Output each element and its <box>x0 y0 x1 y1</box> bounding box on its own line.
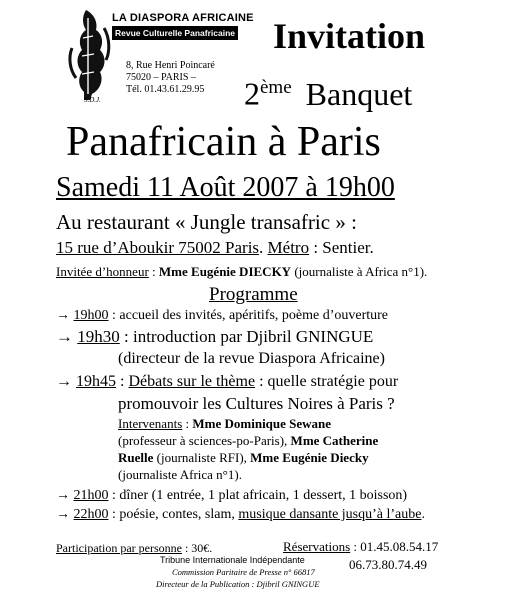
item-end: . <box>421 507 425 522</box>
arrow-icon: → <box>56 507 70 522</box>
speaker-1-role: (professeur à sciences-po-Paris), <box>118 433 291 448</box>
org-address-line-1: 8, Rue Henri Poincaré <box>126 60 215 71</box>
speakers-sep: : <box>182 416 193 431</box>
item-time: 19h00 <box>73 308 109 323</box>
participation-line <box>56 541 212 556</box>
speakers-label: Intervenants <box>118 416 183 431</box>
item-time: 22h00 <box>73 507 109 522</box>
item-time: 21h00 <box>73 488 109 503</box>
banquet-ordinal: 2 <box>244 75 260 112</box>
item-text: : quelle stratégie pour <box>255 373 399 390</box>
programme-item-1945-cont: promouvoir les Cultures Noires à Paris ? <box>118 394 395 413</box>
org-subtitle: Revue Culturelle Panafricaine <box>112 26 238 40</box>
guest-note: (journaliste à Africa n°1). <box>291 264 428 279</box>
item-text: : dîner (1 entrée, 1 plat africain, 1 dessert, 1 boisson) <box>108 488 408 503</box>
venue-address-line <box>56 238 374 258</box>
tribune-line: Tribune Internationale Indépendante <box>160 555 305 565</box>
speaker-1-name: Mme Dominique Sewane <box>192 416 332 431</box>
event-date: Samedi 11 Août 2007 à 19h00 <box>56 172 395 203</box>
item-time: 19h45 <box>76 373 116 390</box>
banquet-ordinal-suffix: ème <box>260 77 292 98</box>
reservations-label: Réservations <box>283 539 351 554</box>
speaker-2-role: (journaliste RFI), <box>153 450 251 465</box>
arrow-icon: → <box>56 488 70 503</box>
guest-sep: : <box>148 264 159 279</box>
speakers-line-1 <box>118 416 331 432</box>
metro-value: : Sentier. <box>309 238 374 257</box>
reservations-line <box>283 539 438 555</box>
item-text: : poésie, contes, slam, <box>108 507 239 522</box>
reservations-phone-1: : 01.45.08.54.17 <box>350 539 439 554</box>
item-time: 19h30 <box>77 327 120 346</box>
diaspora-logo <box>64 8 112 102</box>
speakers-line-3 <box>118 450 369 466</box>
item-topic: Débats sur le thème <box>128 373 256 390</box>
venue-sep: . <box>259 238 268 257</box>
director-line: Directeur de la Publication : Djibril GNINGUE <box>156 579 320 589</box>
org-address-line-2: 75020 – PARIS – <box>126 72 196 83</box>
guest-label: Invitée d’honneur <box>56 264 149 279</box>
metro-label: Métro <box>267 238 310 257</box>
speaker-3-role: (journaliste Africa n°1). <box>118 467 242 482</box>
programme-item-1930 <box>56 327 373 347</box>
speaker-3-name: Mme Eugénie Diecky <box>250 450 369 465</box>
item-underlined: musique dansante jusqu’à l’aube <box>238 507 422 522</box>
commission-line: Commission Paritaire de Presse n° 66817 <box>172 567 315 577</box>
speakers-line-2 <box>118 433 378 449</box>
item-text: : introduction par Djibril GNINGUE <box>119 327 374 346</box>
panafricain-title: Panafricain à Paris <box>66 119 381 165</box>
participation-label: Participation par personne <box>56 541 182 555</box>
reservations-phone-2: 06.73.80.74.49 <box>349 557 427 572</box>
guest-name: Mme Eugénie DIECKY <box>158 264 292 279</box>
org-name: LA DIASPORA AFRICAINE <box>112 12 254 24</box>
banquet-word: Banquet <box>305 75 413 112</box>
speaker-2-name-cont: Ruelle <box>118 450 154 465</box>
item-sep: : <box>116 373 129 390</box>
programme-item-2200 <box>56 506 425 523</box>
programme-item-1900 <box>56 307 388 324</box>
logo-initials: S.D.J. <box>84 96 101 104</box>
banquet-title <box>244 70 412 112</box>
participation-value: : 30€. <box>181 541 213 555</box>
org-address-line-3: Tél. 01.43.61.29.95 <box>126 84 205 95</box>
programme-item-1930-cont: (directeur de la revue Diaspora Africaine) <box>118 350 385 367</box>
speaker-2-name: Mme Catherine <box>290 433 379 448</box>
speakers-line-4 <box>118 467 242 483</box>
programme-heading: Programme <box>209 284 298 305</box>
arrow-icon: → <box>56 308 70 323</box>
item-text: : accueil des invités, apéritifs, poème d’ouverture <box>108 308 389 323</box>
venue-address: 15 rue d’Aboukir 75002 Paris <box>56 238 260 257</box>
guest-line <box>56 264 427 280</box>
invitation-title: Invitation <box>273 16 426 56</box>
programme-item-1945 <box>56 372 398 392</box>
arrow-icon: → <box>56 373 72 390</box>
venue-restaurant: Au restaurant « Jungle transafric » : <box>56 210 357 234</box>
arrow-icon: → <box>56 327 73 346</box>
programme-item-2100 <box>56 487 407 504</box>
